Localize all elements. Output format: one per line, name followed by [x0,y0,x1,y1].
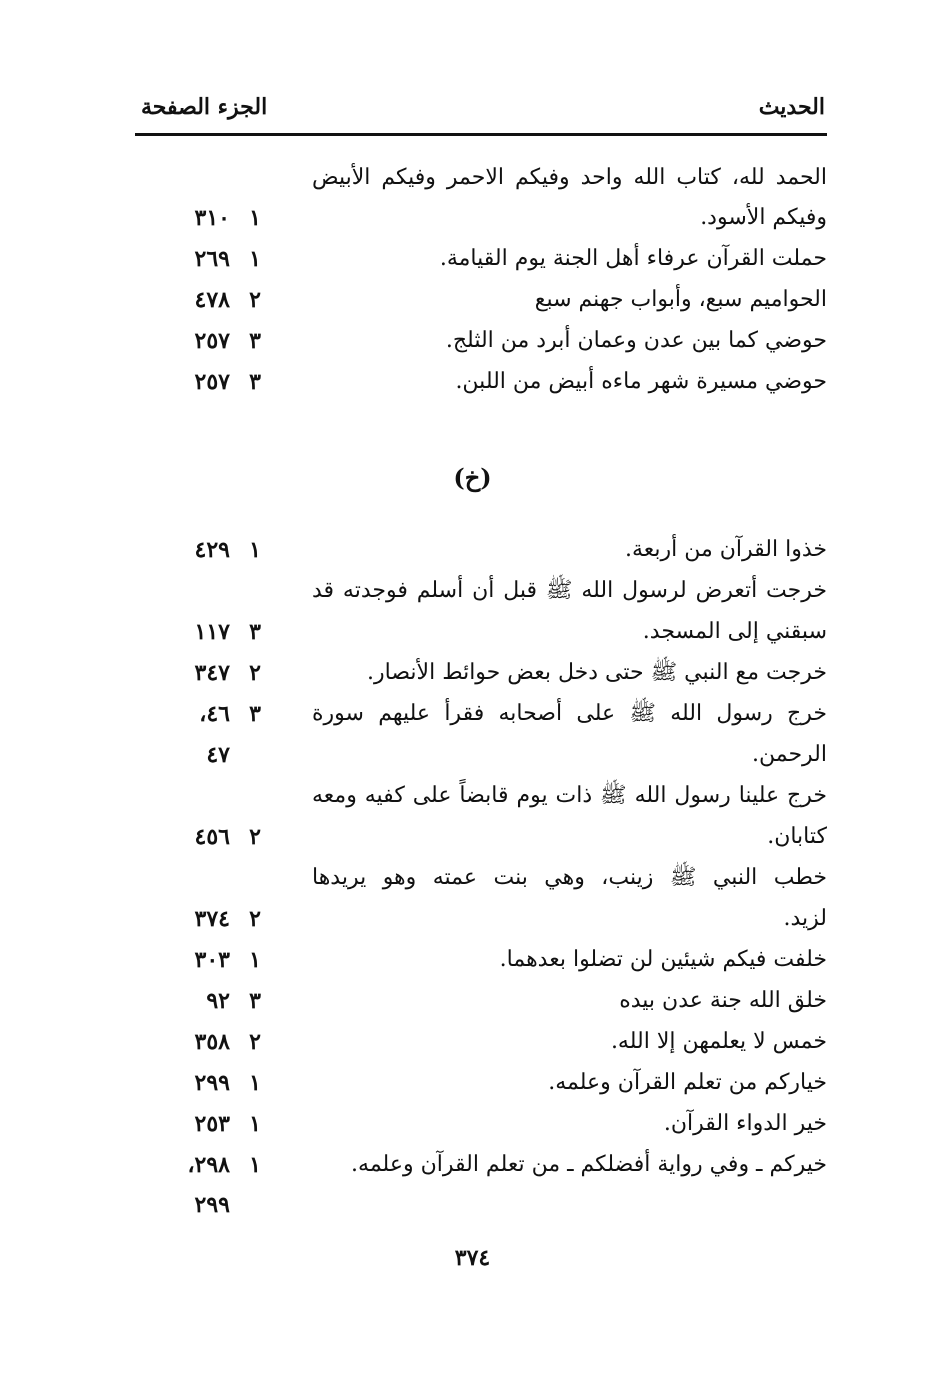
index-row [0,198,945,238]
juz-number: ٣ [249,701,261,727]
hadith-column-heading: الحديث [758,94,825,120]
index-row [0,776,945,816]
page-number: ٢٦٩ [194,246,230,272]
index-row [0,530,945,570]
index-row [0,1063,945,1103]
index-row [0,735,945,775]
juz-number: ٢ [249,824,261,850]
hadith-text: خياركم من تعلم القرآن وعلمه. [548,1070,827,1095]
juz-number: ١ [249,1070,261,1096]
index-row [0,940,945,980]
index-row [0,612,945,652]
juz-number: ١ [249,947,261,973]
page-header [135,94,825,134]
hadith-text: لزيد. [783,906,827,931]
hadith-text: حوضي مسيرة شهر ماءه أبيض من اللبن. [455,369,827,394]
index-row [0,239,945,279]
juz-page-column-heading: الجزء الصفحة [141,94,268,120]
page-number: ٤٦، [199,701,230,727]
index-row [0,653,945,693]
index-row [0,1145,945,1185]
hadith-text: خرجت أتعرض لرسول الله ﷺ قبل أن أسلم فوجدته قد [312,578,827,603]
juz-number: ٣ [249,988,261,1014]
juz-number: ١ [249,246,261,272]
page-number: ٣٤٧ [194,660,230,686]
header-rule [135,133,827,136]
index-row [0,858,945,898]
page-number: ٢٩٨، [187,1152,230,1178]
hadith-text: كتابان. [767,824,827,849]
hadith-text: حملت القرآن عرفاء أهل الجنة يوم القيامة. [439,246,827,271]
page-number: ٣٧٤ [194,906,230,932]
juz-number: ٢ [249,1029,261,1055]
page-number: ٤٧ [206,742,230,768]
hadith-text: خير الدواء القرآن. [663,1111,827,1136]
hadith-text: خيركم ـ وفي رواية أفضلكم ـ من تعلم القرآن وعلمه. [351,1152,827,1177]
page-number: ٤٥٦ [194,824,230,850]
page-number: ٣٠٣ [194,947,230,973]
index-row [0,158,945,198]
page-number: ٢٩٩ [194,1070,230,1096]
index-row [0,899,945,939]
hadith-text: حوضي كما بين عدن وعمان أبرد من الثلج. [445,328,827,353]
hadith-text: خرج رسول الله ﷺ على أصحابه فقرأ عليهم سورة [312,701,827,726]
index-row [0,362,945,402]
hadith-text: خمس لا يعلمهن إلا الله. [610,1029,827,1054]
hadith-text: الحمد لله، كتاب الله واحد وفيكم الاحمر وفيكم الأبيض [312,165,827,190]
hadith-text: خرجت مع النبي ﷺ حتى دخل بعض حوائط الأنصار. [367,660,827,685]
page-number: ٤٧٨ [194,287,230,313]
juz-number: ٣ [249,619,261,645]
index-row [0,1022,945,1062]
page-number: ٣٥٨ [194,1029,230,1055]
juz-number: ٢ [249,906,261,932]
juz-number: ٣ [249,369,261,395]
page-number-footer: ٣٧٤ [454,1245,491,1271]
hadith-text: وفيكم الأسود. [700,205,827,230]
hadith-text: خلفت فيكم شيئين لن تضلوا بعدهما. [499,947,827,972]
juz-number: ١ [249,1111,261,1137]
page-number: ٤٢٩ [194,537,230,563]
index-row [0,981,945,1021]
page-number: ١١٧ [194,619,230,645]
juz-number: ١ [249,205,261,231]
index-row [0,694,945,734]
juz-number: ١ [249,537,261,563]
page-number: ٢٩٩ [194,1192,230,1218]
page-number: ٩٢ [206,988,230,1014]
index-row [0,321,945,361]
page-number: ٢٥٣ [194,1111,230,1137]
juz-number: ١ [249,1152,261,1178]
page-number: ٣١٠ [194,205,230,231]
index-row [0,280,945,320]
juz-number: ٢ [249,287,261,313]
index-row [0,571,945,611]
page-number: ٢٥٧ [194,328,230,354]
hadith-text: الرحمن. [751,742,827,767]
hadith-text: خرج علينا رسول الله ﷺ ذات يوم قابضاً على كفيه ومعه [312,783,827,808]
section-letter-heading: (خ) [453,463,492,492]
hadith-text: سبقني إلى المسجد. [642,619,827,644]
index-row [0,1185,945,1225]
juz-number: ٣ [249,328,261,354]
hadith-text: خطب النبي ﷺ زينب، وهي بنت عمته وهو يريدها [312,865,827,890]
juz-number: ٢ [249,660,261,686]
page-number: ٢٥٧ [194,369,230,395]
hadith-text: الحواميم سبع، وأبواب جهنم سبع [534,287,827,312]
hadith-text: خذوا القرآن من أربعة. [624,537,827,562]
index-row [0,817,945,857]
index-row [0,1104,945,1144]
hadith-text: خلق الله جنة عدن بيده [619,988,827,1013]
